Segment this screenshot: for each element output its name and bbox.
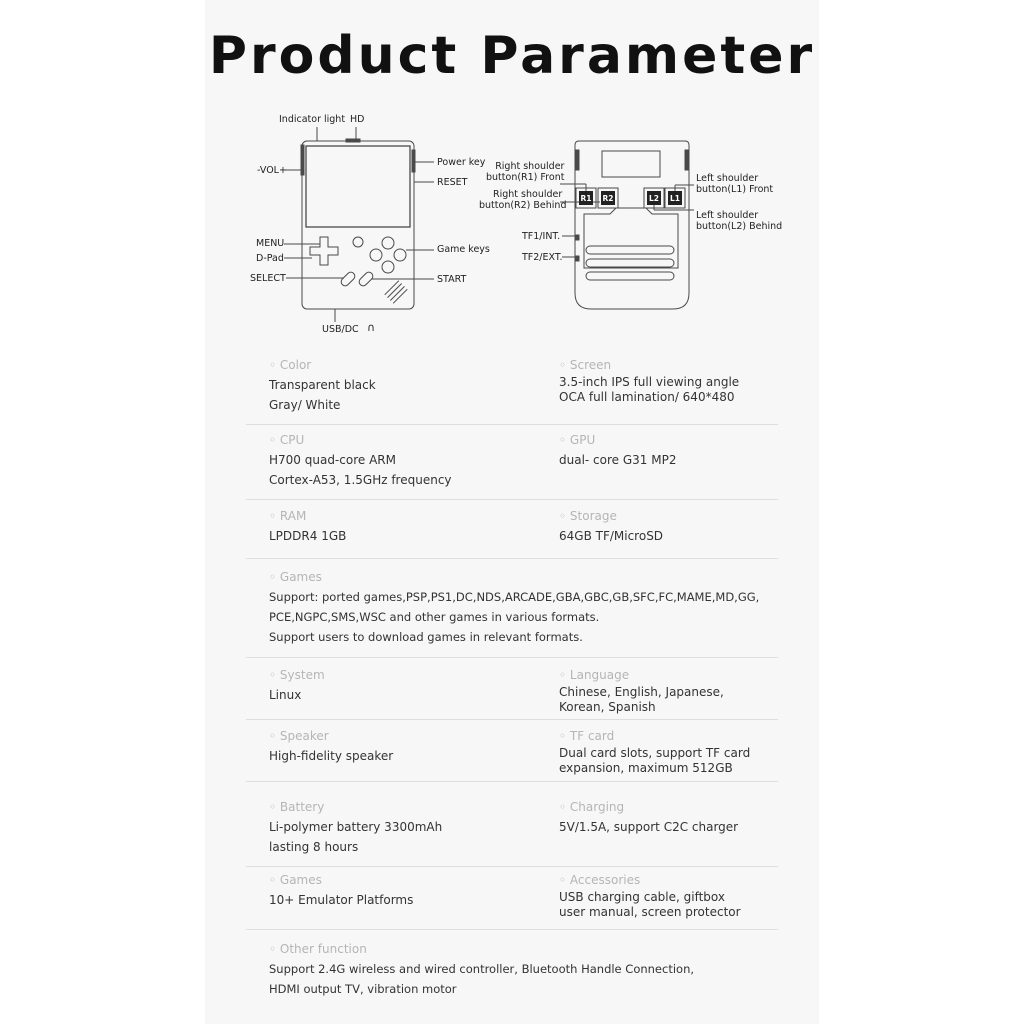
speaker-grille bbox=[385, 281, 408, 304]
grip-1 bbox=[586, 246, 674, 254]
spec-charging: ◦ Charging 5V/1.5A, support C2C charger bbox=[559, 797, 738, 837]
game-key-x bbox=[382, 237, 394, 249]
back-window bbox=[602, 151, 660, 177]
label-game-keys: Game keys bbox=[437, 244, 490, 255]
l2-button-label: L2 bbox=[649, 194, 659, 203]
divider bbox=[246, 866, 778, 867]
spec-ram: ◦ RAM LPDDR4 1GB bbox=[269, 506, 346, 546]
spec-speaker: ◦ Speaker High-fidelity speaker bbox=[269, 726, 393, 766]
game-key-a bbox=[394, 249, 406, 261]
headphone-icon: ∩ bbox=[367, 321, 376, 334]
spec-other-function: ◦ Other function Support 2.4G wireless and wired controller, Bluetooth Handle Connection, HDMI output TV, vibration motor bbox=[269, 939, 694, 999]
spec-language: ◦ Language Chinese, English, Japanese, Korean, Spanish bbox=[559, 665, 724, 715]
front-body bbox=[302, 141, 414, 309]
menu-button bbox=[353, 237, 363, 247]
spec-tf-card: ◦ TF card Dual card slots, support TF card expansion, maximum 512GB bbox=[559, 726, 750, 776]
page-title: Product Parameter bbox=[208, 26, 816, 86]
spec-storage: ◦ Storage 64GB TF/MicroSD bbox=[559, 506, 663, 546]
divider bbox=[246, 929, 778, 930]
back-view bbox=[560, 141, 694, 309]
divider bbox=[246, 424, 778, 425]
game-key-b bbox=[382, 261, 394, 273]
label-r1-front: Right shoulder button(R1) Front bbox=[486, 161, 565, 183]
divider bbox=[246, 719, 778, 720]
label-r2-behind: Right shoulder button(R2) Behind bbox=[479, 189, 567, 211]
l1-button-label: L1 bbox=[670, 194, 680, 203]
label-menu: MENU bbox=[256, 238, 285, 249]
spec-screen: ◦ Screen 3.5-inch IPS full viewing angle OCA full lamination/ 640*480 bbox=[559, 355, 739, 405]
label-dpad: D-Pad bbox=[256, 253, 284, 264]
volume-rocker bbox=[301, 145, 304, 175]
label-start: START bbox=[437, 274, 467, 285]
spec-accessories: ◦ Accessories USB charging cable, giftbox user manual, screen protector bbox=[559, 870, 741, 920]
game-key-y bbox=[370, 249, 382, 261]
label-select: SELECT bbox=[250, 273, 286, 284]
grip-2 bbox=[586, 259, 674, 267]
grip-3 bbox=[586, 272, 674, 280]
power-side-key bbox=[412, 150, 415, 172]
back-body bbox=[575, 141, 689, 309]
dpad-shape bbox=[310, 237, 338, 265]
divider bbox=[246, 657, 778, 658]
front-view bbox=[284, 127, 434, 322]
label-vol: -VOL+ bbox=[257, 165, 287, 176]
spec-system: ◦ System Linux bbox=[269, 665, 325, 705]
spec-color: ◦ Color Transparent black Gray/ White bbox=[269, 355, 376, 415]
label-hd: HD bbox=[350, 114, 365, 125]
label-usb-dc: USB/DC bbox=[322, 324, 359, 335]
label-indicator-light: Indicator light bbox=[279, 114, 346, 125]
label-tf1: TF1/INT. bbox=[522, 231, 561, 242]
r2-button-label: R2 bbox=[602, 194, 614, 203]
r1-button-label: R1 bbox=[580, 194, 592, 203]
label-power-key: Power key bbox=[437, 157, 486, 168]
spec-games: ◦ Games Support: ported games,PSP,PS1,DC,NDS,ARCADE,GBA,GBC,GB,SFC,FC,MAME,MD,GG, PCE,NGPC,SMS,WSC and other games in various formats. Support users to download games in relevant formats. bbox=[269, 567, 759, 647]
label-reset: RESET bbox=[437, 177, 468, 188]
label-tf2: TF2/EXT. bbox=[522, 252, 563, 263]
screen-area bbox=[306, 146, 410, 227]
divider bbox=[246, 781, 778, 782]
spec-gpu: ◦ GPU dual- core G31 MP2 bbox=[559, 430, 676, 470]
divider bbox=[246, 499, 778, 500]
hd-port bbox=[346, 139, 360, 142]
select-button bbox=[340, 271, 357, 288]
start-button bbox=[358, 271, 375, 288]
spec-battery: ◦ Battery Li-polymer battery 3300mAh lasting 8 hours bbox=[269, 797, 442, 857]
spec-cpu: ◦ CPU H700 quad-core ARM Cortex-A53, 1.5GHz frequency bbox=[269, 430, 452, 490]
label-l2-behind: Left shoulder button(L2) Behind bbox=[696, 210, 783, 232]
label-l1-front: Left shoulder button(L1) Front bbox=[696, 173, 774, 195]
divider bbox=[246, 558, 778, 559]
spec-games-2: ◦ Games 10+ Emulator Platforms bbox=[269, 870, 413, 910]
